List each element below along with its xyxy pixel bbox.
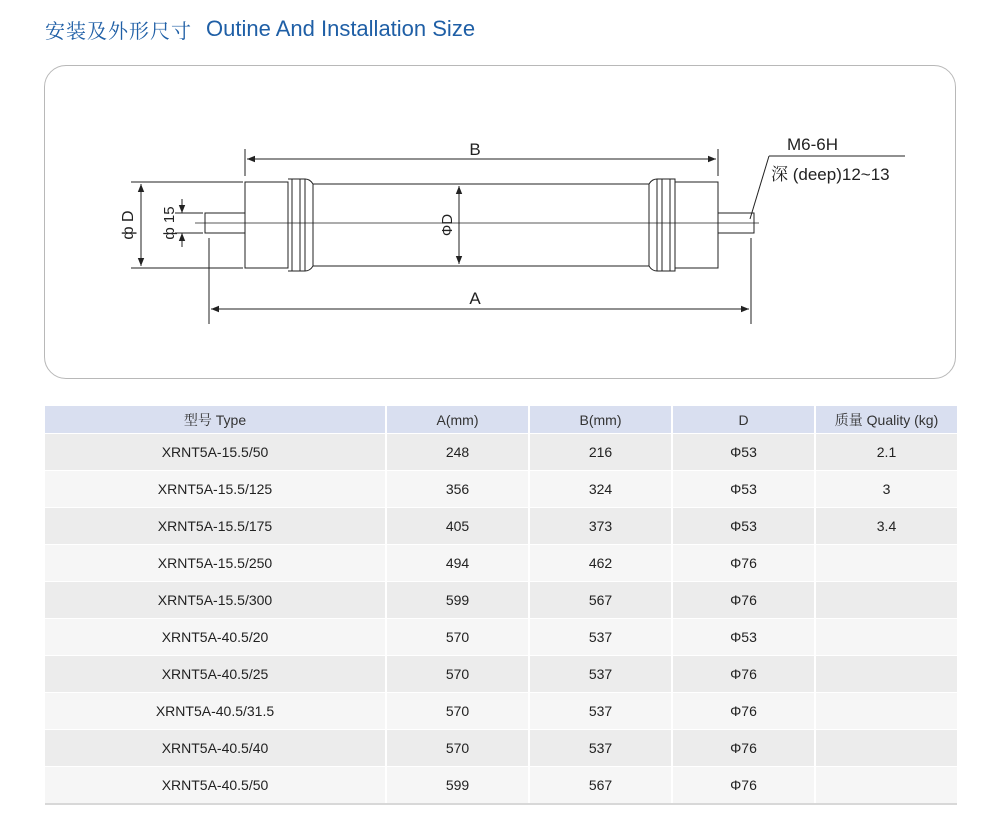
cell-d: Φ53	[672, 471, 815, 508]
label-phi-15: ф 15	[161, 206, 178, 240]
column-header-a: A(mm)	[386, 406, 529, 434]
table-row	[45, 471, 957, 508]
table-row	[45, 582, 957, 619]
cell-type: XRNT5A-40.5/31.5	[45, 693, 386, 730]
cell-d: Φ53	[672, 619, 815, 656]
cell-type: XRNT5A-40.5/25	[45, 656, 386, 693]
label-dimension-b: B	[469, 140, 481, 159]
table-row	[45, 619, 957, 656]
cell-quality	[815, 730, 957, 767]
cell-a: 570	[386, 693, 529, 730]
cell-a: 570	[386, 619, 529, 656]
cell-d: Φ53	[672, 508, 815, 545]
heading-title-en: Outine And Installation Size	[206, 16, 476, 41]
table-row	[45, 767, 957, 805]
cell-quality	[815, 582, 957, 619]
left-end-cap	[245, 182, 288, 268]
cell-b: 567	[529, 582, 672, 619]
cell-quality: 3	[815, 471, 957, 508]
cell-a: 599	[386, 767, 529, 805]
cell-b: 537	[529, 656, 672, 693]
specification-table	[45, 406, 957, 805]
cell-quality: 3.4	[815, 508, 957, 545]
thread-leader-line	[750, 156, 769, 219]
cell-a: 356	[386, 471, 529, 508]
cell-type: XRNT5A-15.5/300	[45, 582, 386, 619]
cell-d: Φ76	[672, 545, 815, 582]
cell-a: 599	[386, 582, 529, 619]
heading-title-cn: 安装及外形尺寸	[45, 18, 192, 43]
cell-d: Φ76	[672, 582, 815, 619]
cell-d: Φ76	[672, 693, 815, 730]
cell-type: XRNT5A-15.5/250	[45, 545, 386, 582]
cell-type: XRNT5A-40.5/40	[45, 730, 386, 767]
cell-a: 494	[386, 545, 529, 582]
page-heading	[45, 13, 475, 45]
cell-b: 216	[529, 434, 672, 471]
table-row	[45, 434, 957, 471]
label-dimension-a: A	[469, 289, 481, 308]
cell-type: XRNT5A-15.5/175	[45, 508, 386, 545]
column-header-type: 型号 Type	[45, 406, 386, 434]
dimension-drawing-panel	[44, 65, 956, 379]
cell-d: Φ53	[672, 434, 815, 471]
cell-d: Φ76	[672, 656, 815, 693]
cell-d: Φ76	[672, 767, 815, 805]
cell-a: 248	[386, 434, 529, 471]
table-row	[45, 508, 957, 545]
thread-spec-label: M6-6H	[787, 135, 839, 154]
cell-type: XRNT5A-40.5/20	[45, 619, 386, 656]
column-header-d: D	[672, 406, 815, 434]
cell-b: 537	[529, 619, 672, 656]
cell-b: 462	[529, 545, 672, 582]
cell-quality	[815, 619, 957, 656]
cell-a: 570	[386, 730, 529, 767]
label-phi-d-center: ФD	[439, 213, 456, 237]
cell-type: XRNT5A-40.5/50	[45, 767, 386, 805]
label-phi-d-left: ф D	[120, 210, 137, 240]
right-flange	[649, 179, 657, 271]
table-row	[45, 730, 957, 767]
column-header-b: B(mm)	[529, 406, 672, 434]
table-header-row	[45, 406, 957, 434]
cell-b: 373	[529, 508, 672, 545]
cell-b: 537	[529, 730, 672, 767]
cell-quality	[815, 656, 957, 693]
cell-quality	[815, 545, 957, 582]
cell-quality	[815, 767, 957, 805]
cell-b: 324	[529, 471, 672, 508]
fuse-body	[313, 184, 649, 266]
cell-a: 405	[386, 508, 529, 545]
table-row	[45, 693, 957, 730]
cell-type: XRNT5A-15.5/125	[45, 471, 386, 508]
table-row	[45, 656, 957, 693]
cell-d: Φ76	[672, 730, 815, 767]
cell-a: 570	[386, 656, 529, 693]
cell-quality: 2.1	[815, 434, 957, 471]
column-header-quality: 质量 Quality (kg)	[815, 406, 957, 434]
cell-b: 567	[529, 767, 672, 805]
cell-type: XRNT5A-15.5/50	[45, 434, 386, 471]
table-row	[45, 545, 957, 582]
cell-b: 537	[529, 693, 672, 730]
fuse-dimension-drawing	[45, 66, 957, 380]
right-end-cap	[675, 182, 718, 268]
cell-quality	[815, 693, 957, 730]
thread-depth-label: 深 (deep)12~13	[771, 165, 890, 184]
left-flange	[288, 179, 305, 271]
